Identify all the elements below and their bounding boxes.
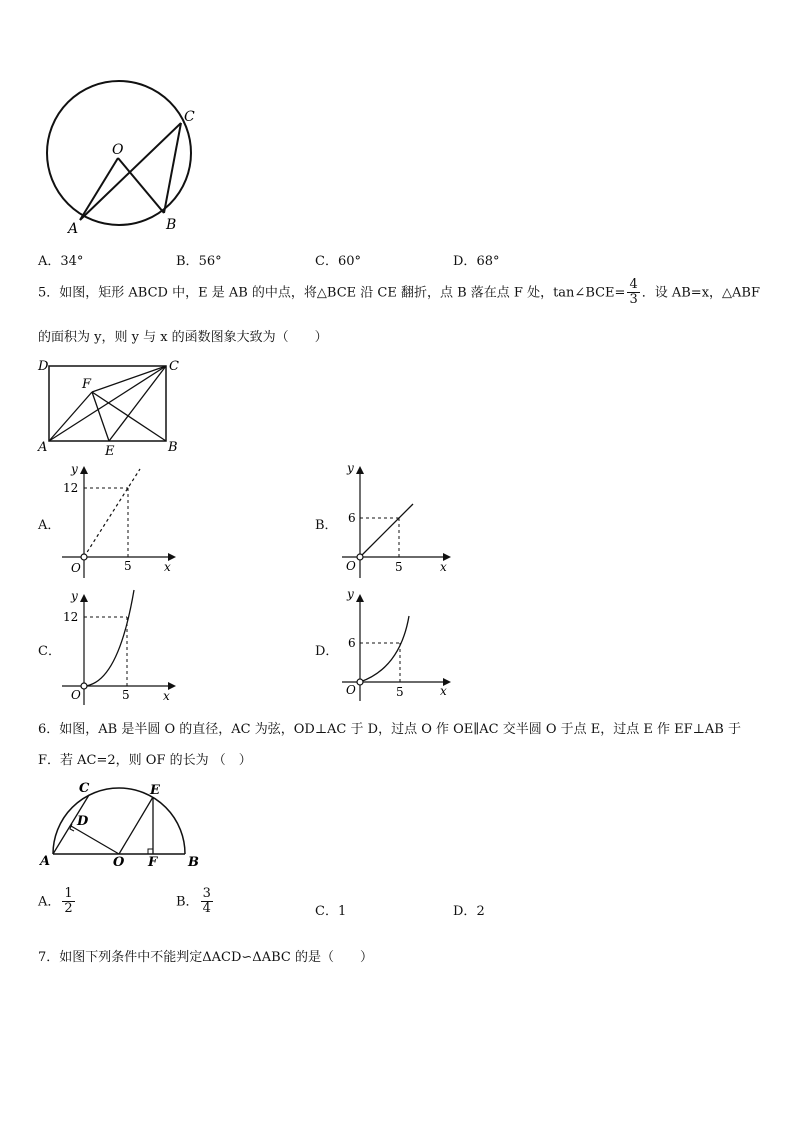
q5-graph-d-origin-label: O: [346, 683, 356, 697]
q5-graph-b-y-tick: 6: [348, 511, 356, 525]
q4-option-b-value: 56°: [198, 254, 222, 269]
q5-graph-c-y-tick: 12: [63, 610, 79, 624]
q5-label-e: E: [105, 444, 115, 459]
q4-option-d-value: 68°: [476, 254, 500, 269]
q6-option-d: [453, 900, 485, 919]
q6-label-e: E: [150, 783, 160, 798]
q5-graph-d-y-tick: 6: [348, 636, 356, 650]
q6-label-f: F: [148, 855, 158, 870]
q5-graph-b-x-label: x: [440, 560, 447, 574]
q5-graph-a-origin-label: O: [71, 561, 81, 575]
q5-graph-d-y-label: y: [347, 587, 354, 601]
q6-label-o: O: [113, 855, 125, 870]
q5-option-c-label: C．: [38, 644, 61, 659]
q6-option-d-label: D．: [453, 904, 477, 919]
q4-label-o: O: [112, 142, 124, 158]
q5-label-d: D: [38, 359, 49, 374]
q5-label-c: C: [169, 359, 179, 374]
q5-line1-suffix: ．设 AB=x，△ABF: [641, 285, 760, 301]
q6-option-b-label: B．: [176, 894, 199, 910]
q5-question-line2: 的面积为 y，则 y 与 x 的函数图象大致为（ ）: [38, 330, 328, 345]
q6-segment-od: [71, 826, 119, 854]
q6-option-b-numerator: 3: [202, 886, 211, 901]
q6-label-a: A: [40, 854, 51, 869]
q5-graph-b-origin-label: O: [346, 559, 356, 573]
q5-graph-c-x-tick: 5: [122, 688, 130, 702]
q5-graph-d-x-label: x: [440, 684, 447, 698]
q5-graph-a-y-label: y: [71, 462, 78, 476]
q6-option-a: [38, 887, 77, 917]
q6-option-a-numerator: 1: [64, 886, 73, 901]
q6-question-line1: 6．如图，AB 是半圆 O 的直径，AC 为弦，OD⊥AC 于 D，过点 O 作 OE∥AC 交半圆 O 于点 E，过点 E 作 EF⊥AB 于: [38, 722, 741, 737]
q6-option-c-value: 1: [337, 904, 347, 919]
q5-label-b: B: [168, 440, 178, 455]
q4-option-c-label: C．: [315, 254, 338, 269]
q4-option-c-value: 60°: [337, 254, 361, 269]
q5-line1-prefix: 5．如图，矩形 ABCD 中，E 是 AB 的中点，将△BCE 沿 CE 翻折，点 B 落在点 F 处，tan∠BCE=: [38, 285, 626, 301]
q5-option-a-label: A．: [38, 518, 61, 533]
q6-option-b: [176, 887, 215, 917]
q5-label-f: F: [82, 377, 92, 392]
q6-label-c: C: [79, 781, 90, 796]
q4-option-a-value: 34°: [60, 254, 84, 269]
q4-option-b-label: B．: [176, 254, 199, 269]
q5-tan-denominator: 3: [629, 292, 638, 308]
q4-option-a-label: A．: [38, 254, 61, 269]
q6-option-c: [315, 900, 346, 919]
q5-graph-c-x-label: x: [163, 689, 170, 703]
q6-option-a-denominator: 2: [64, 901, 73, 917]
q5-graph-c-origin-label: O: [71, 688, 81, 702]
q5-graph-c-y-label: y: [71, 589, 78, 603]
q5-tan-numerator: 4: [629, 277, 638, 292]
q6-question-line2: F．若 AC=2，则 OF 的长为 （ ）: [38, 753, 252, 768]
q5-graph-a-y-tick: 12: [63, 481, 79, 495]
q6-label-b: B: [188, 855, 199, 870]
q6-option-d-value: 2: [476, 904, 485, 919]
q4-label-c: C: [184, 109, 195, 125]
q5-option-b-label: B．: [315, 518, 338, 533]
q5-graph-a-x-tick: 5: [124, 559, 132, 573]
q5-graph-b-x-tick: 5: [395, 560, 403, 574]
q6-segment-oe: [119, 797, 153, 854]
q6-option-a-label: A．: [38, 894, 61, 910]
q4-option-d-label: D．: [453, 254, 477, 269]
q5-graph-d-x-tick: 5: [396, 685, 404, 699]
q6-label-d: D: [77, 814, 89, 829]
q5-option-d-label: D．: [315, 644, 339, 659]
q6-option-b-fraction: [201, 887, 213, 917]
q5-graph-b-y-label: y: [347, 461, 354, 475]
q4-label-a: A: [68, 221, 79, 237]
q6-option-a-fraction: [62, 887, 74, 917]
q5-label-a: A: [38, 440, 48, 455]
q4-label-b: B: [166, 217, 177, 233]
q7-question: 7．如图下列条件中不能判定ΔACD∽ΔABC 的是（ ）: [38, 950, 373, 965]
q6-option-c-label: C．: [315, 904, 338, 919]
q6-option-b-denominator: 4: [202, 901, 211, 917]
q5-graph-a-x-label: x: [164, 560, 171, 574]
